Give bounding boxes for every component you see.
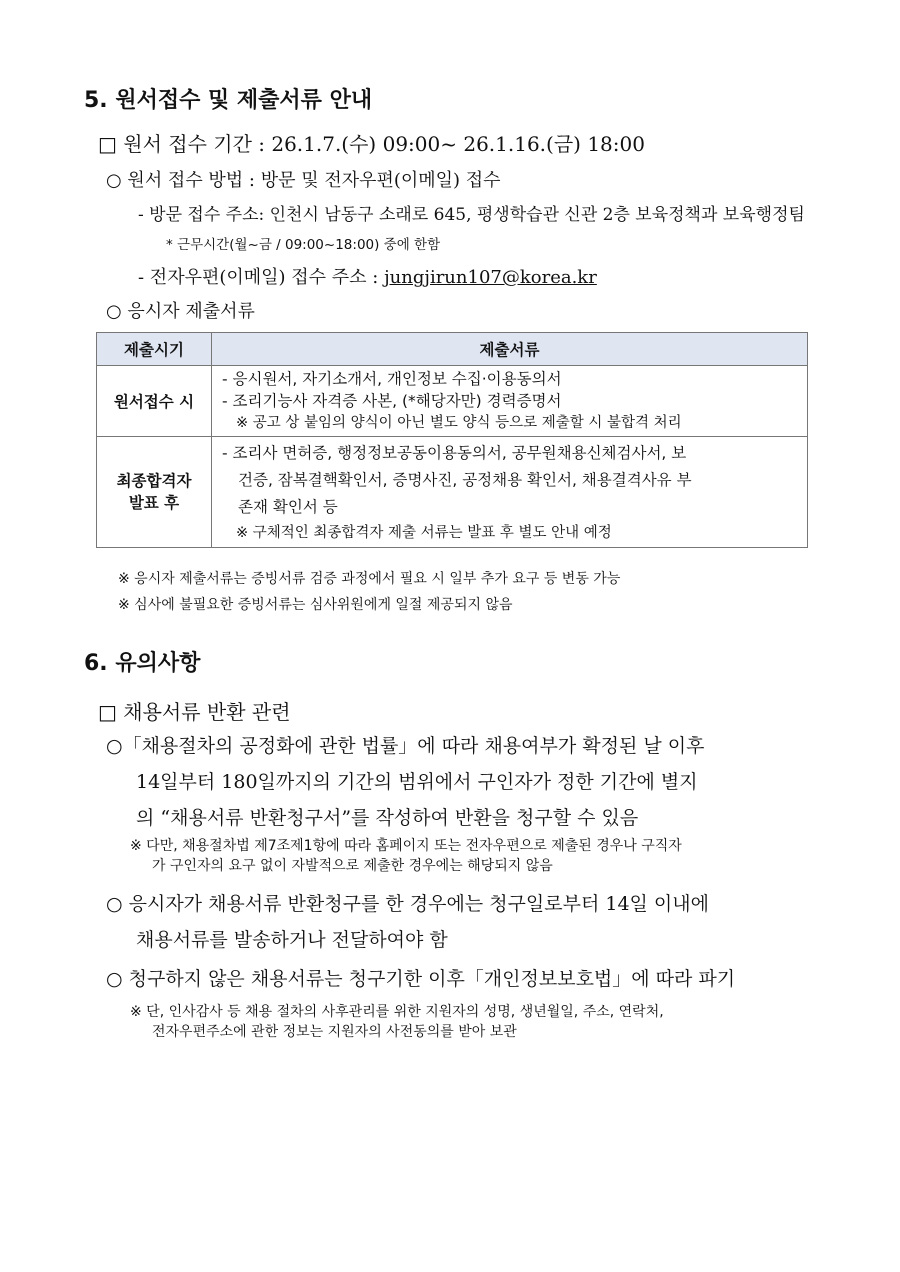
paragraph-line: 의 “채용서류 반환청구서”를 작성하여 반환을 청구할 수 있음 <box>136 807 639 829</box>
email-address-line <box>138 263 597 289</box>
section-5-note: ※ 응시자 제출서류는 증빙서류 검증 과정에서 필요 시 일부 추가 요구 등 변동 가능 <box>118 571 621 587</box>
table-row-items <box>212 437 808 548</box>
paragraph-line: ○「채용절차의 공정화에 관한 법률」에 따라 채용여부가 확정된 날 이후 <box>106 735 705 757</box>
note-line: ※ 단, 인사감사 등 채용 절차의 사후관리를 위한 지원자의 성명, 생년월일, 주소, 연락처, <box>130 1004 664 1020</box>
notice-item-1 <box>106 728 810 836</box>
notice-item-3: ○ 청구하지 않은 채용서류는 청구기한 이후「개인정보보호법」에 따라 파기 <box>106 968 736 990</box>
email-link[interactable]: jungjirun107@korea.kr <box>384 267 597 288</box>
table-row-items <box>212 366 808 437</box>
note-line: ※ 다만, 채용절차법 제7조제1항에 따라 홈페이지 또는 전자우편으로 제출된 경우나 구직자 <box>130 838 682 854</box>
table-row-time <box>97 437 212 548</box>
table-row <box>97 366 808 437</box>
application-method: ○ 원서 접수 방법 : 방문 및 전자우편(이메일) 접수 <box>106 170 501 191</box>
doc-item: 건증, 잠복결핵확인서, 증명사진, 공정채용 확인서, 채용결격사유 부 <box>238 470 692 489</box>
doc-item-note: ※ 공고 상 붙임의 양식이 아닌 별도 양식 등으로 제출할 시 불합격 처리 <box>236 415 682 431</box>
section-6-title: 6. 유의사항 <box>84 651 201 676</box>
visit-address: - 방문 접수 주소: 인천시 남동구 소래로 645, 평생학습관 신관 2층 보육정책과 보육행정팀 <box>138 205 805 225</box>
submission-docs-table <box>96 332 808 548</box>
table-row-time-line: 발표 후 <box>128 494 180 512</box>
table-row-time: 원서접수 시 <box>97 366 212 437</box>
notice-note-1 <box>130 836 682 876</box>
paragraph-line: 14일부터 180일까지의 기간의 범위에서 구인자가 정한 기간에 별지 <box>136 771 698 793</box>
paragraph-line: ○ 응시자가 채용서류 반환청구를 한 경우에는 청구일로부터 14일 이내에 <box>106 893 709 915</box>
application-period: □ 원서 접수 기간 : 26.1.7.(수) 09:00~ 26.1.16.(금) 18:00 <box>98 132 645 156</box>
doc-item: - 조리사 면허증, 행정정보공동이용동의서, 공무원채용신체검사서, 보 <box>222 443 687 462</box>
table-header-row <box>97 333 808 366</box>
doc-item: - 응시원서, 자기소개서, 개인정보 수집·이용동의서 <box>222 370 562 388</box>
note-line: 가 구인자의 요구 없이 자발적으로 제출한 경우에는 해당되지 않음 <box>152 858 553 874</box>
note-line: 전자우편주소에 관한 정보는 지원자의 사전동의를 받아 보관 <box>152 1024 517 1040</box>
doc-item: 존재 확인서 등 <box>238 497 338 516</box>
email-label: - 전자우편(이메일) 접수 주소 : <box>138 267 385 288</box>
table-header-cell: 제출서류 <box>212 333 808 366</box>
return-docs-heading: □ 채용서류 반환 관련 <box>98 700 291 724</box>
table-row-time-line: 최종합격자 <box>116 472 192 490</box>
doc-item: - 조리기능사 자격증 사본, (*해당자만) 경력증명서 <box>222 392 562 410</box>
office-hours-note: * 근무시간(월~금 / 09:00~18:00) 중에 한함 <box>166 237 441 253</box>
doc-item-note: ※ 구체적인 최종합격자 제출 서류는 발표 후 별도 안내 예정 <box>236 524 612 541</box>
table-header-cell: 제출시기 <box>97 333 212 366</box>
table-row <box>97 437 808 548</box>
submission-docs-heading: ○ 응시자 제출서류 <box>106 301 255 322</box>
section-5-note: ※ 심사에 불필요한 증빙서류는 심사위원에게 일절 제공되지 않음 <box>118 597 513 613</box>
notice-note-3 <box>130 1002 664 1042</box>
section-5-title: 5. 원서접수 및 제출서류 안내 <box>84 88 373 113</box>
paragraph-line: 채용서류를 발송하거나 전달하여야 함 <box>136 929 448 951</box>
notice-item-2 <box>106 886 810 958</box>
